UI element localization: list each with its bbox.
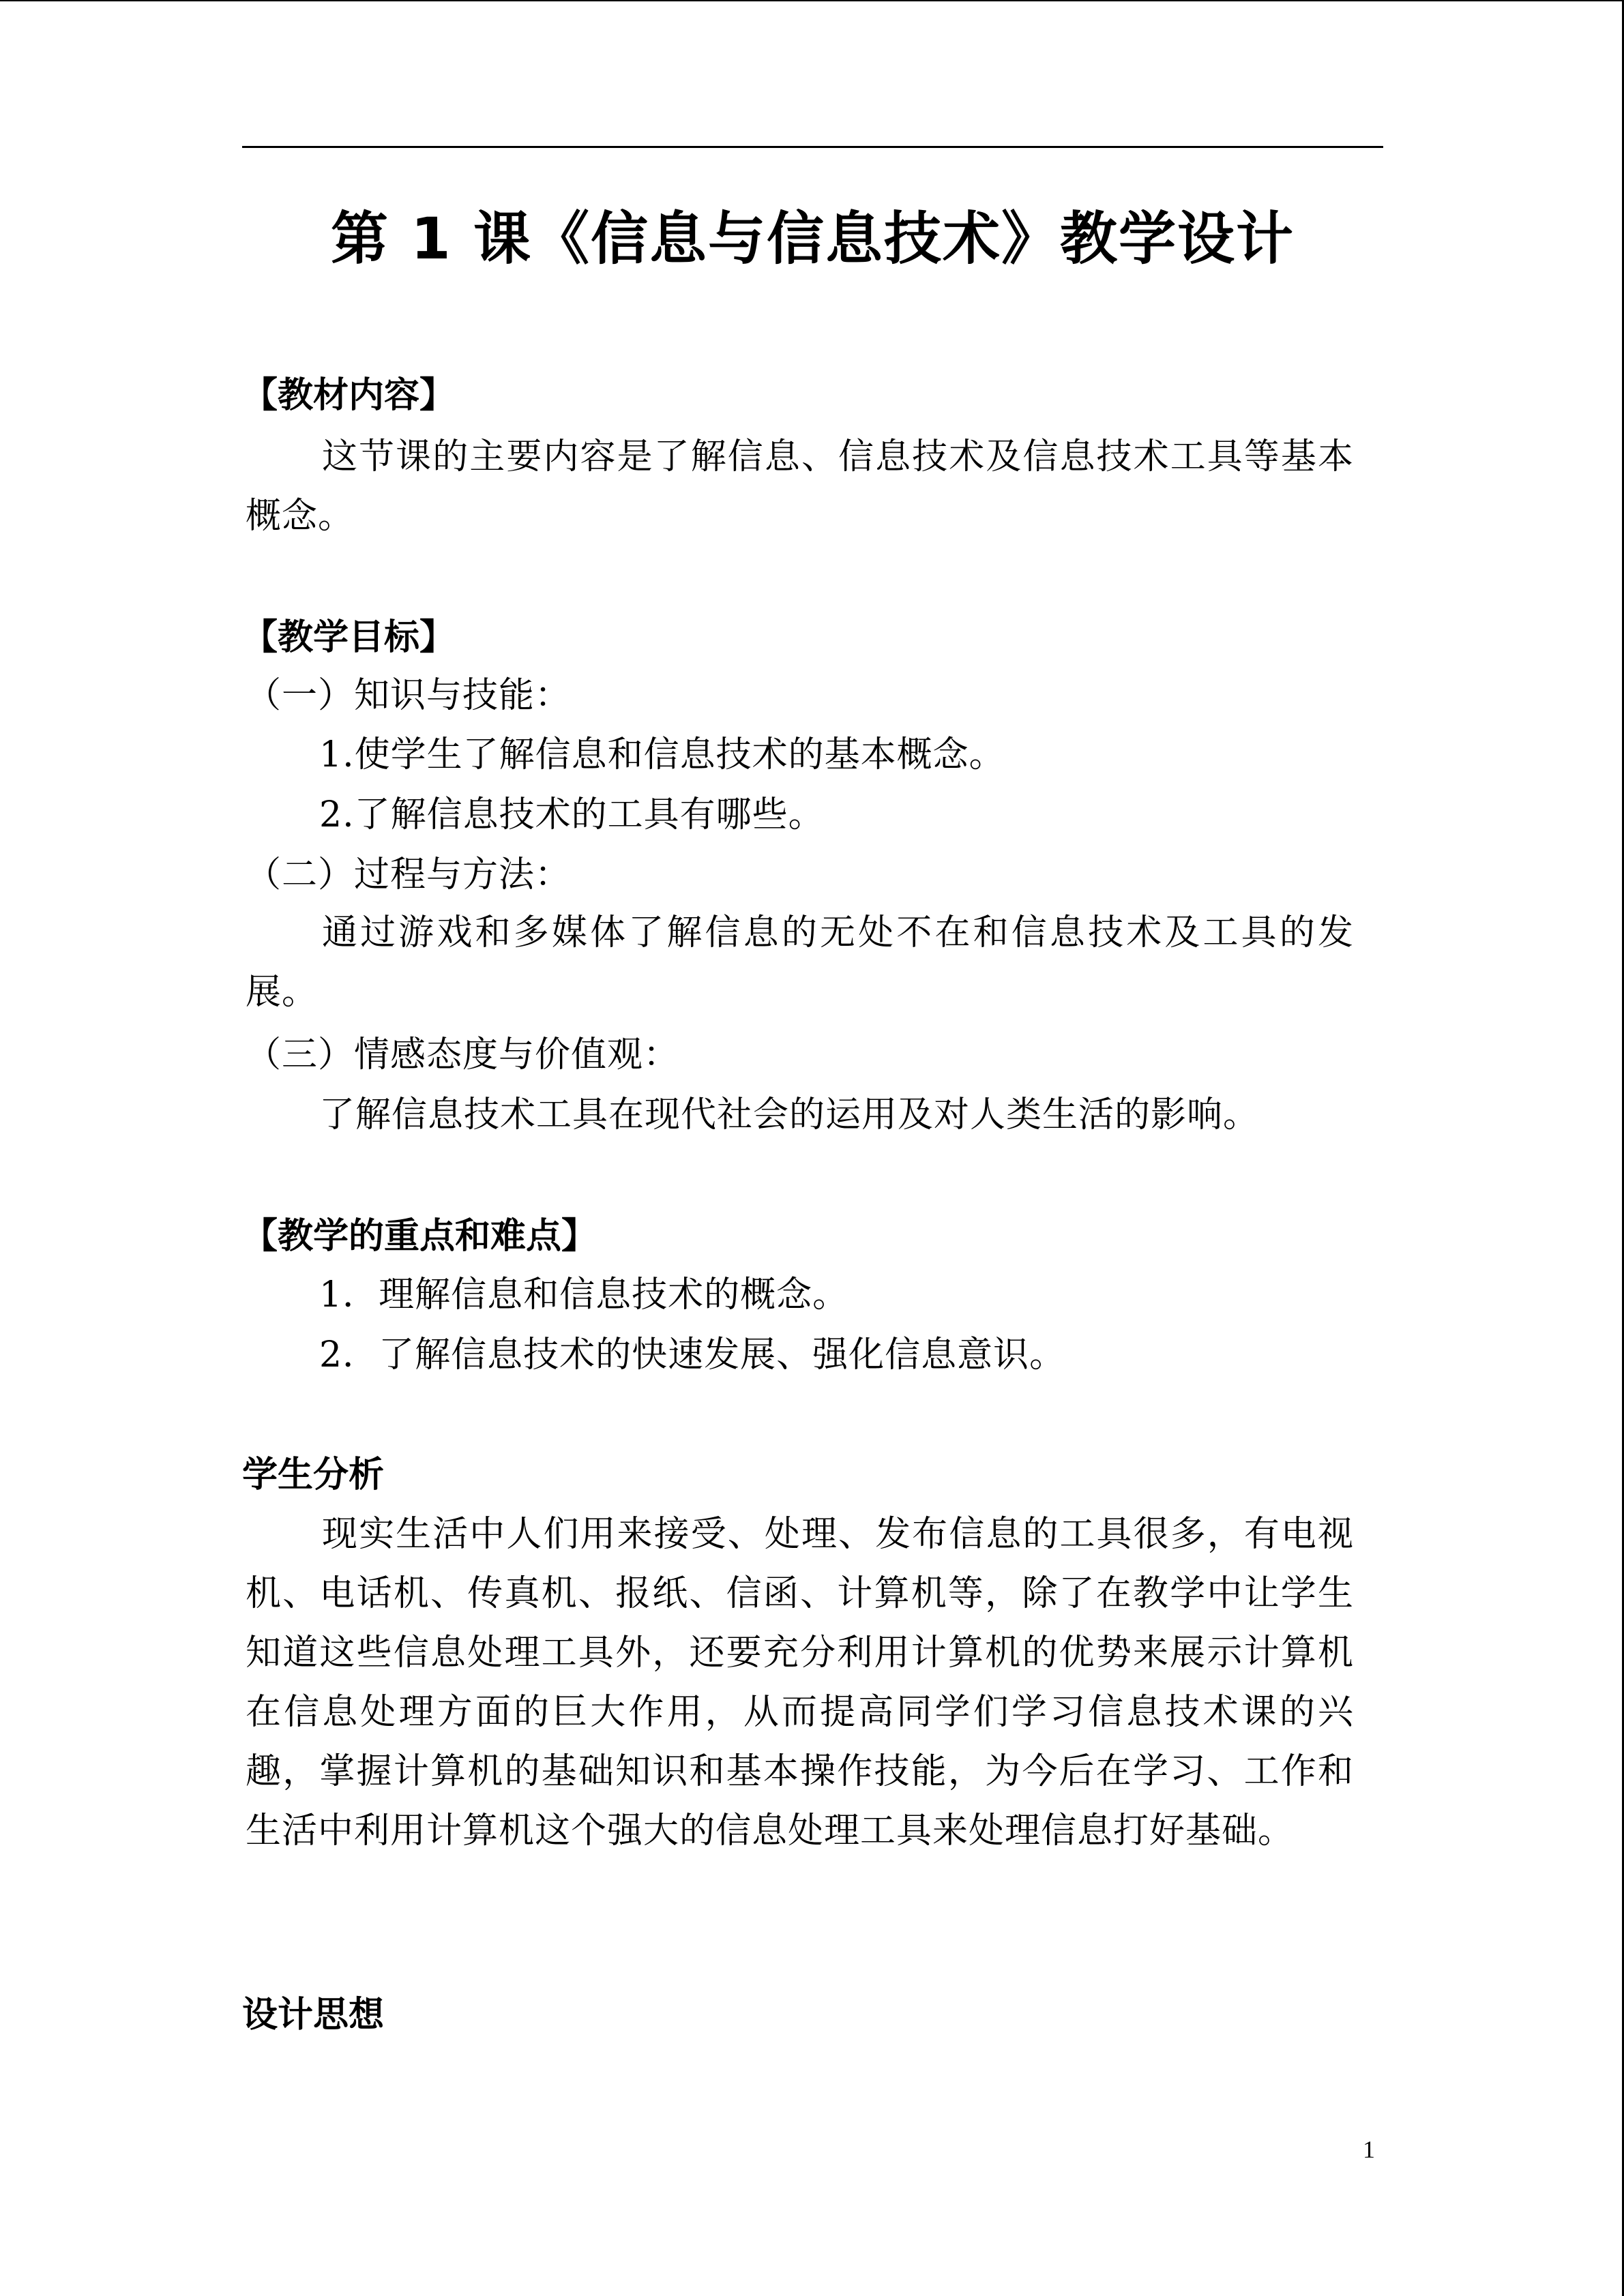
student-analysis-paragraph: 现实生活中人们用来接受、处理、发布信息的工具很多，有电视机、电话机、传真机、报纸、信函、计算机等，除了在教学中让学生知道这些信息处理工具外，还要充分利用计算机的优势来展示计算机在信息处理方面的巨大作用，从而提高同学们学习信息技术课的兴趣，掌握计算机的基础知识和基本操作技能，为今后在学习、工作和生活中利用计算机这个强大的信息处理工具来处理信息打好基础。 [246,1514,1354,1851]
header-rule [242,146,1383,148]
section-heading-key-points: 【教学的重点和难点】 [242,1216,597,1257]
key-point-item: 2．了解信息技术的快速发展、强化信息意识。 [319,1335,1066,1375]
process-paragraph: 通过游戏和多媒体了解信息的无处不在和信息技术及工具的发展。 [246,912,1354,1013]
document-title: 第 1 课《信息与信息技术》教学设计 [331,205,1295,272]
section-heading-materials: 【教材内容】 [242,375,456,416]
section-heading-student-analysis: 学生分析 [242,1455,385,1495]
section-heading-design-idea: 设计思想 [242,1995,385,2036]
process-title: （二）过程与方法： [246,854,572,895]
materials-paragraph: 这节课的主要内容是了解信息、信息技术及信息技术工具等基本概念。 [246,436,1354,537]
page-number: 1 [1363,2136,1375,2163]
knowledge-item: 1.使学生了解信息和信息技术的基本概念。 [319,734,1005,775]
knowledge-title: （一）知识与技能： [246,675,572,716]
knowledge-item: 2.了解信息技术的工具有哪些。 [319,794,825,835]
section-heading-objectives: 【教学目标】 [242,617,456,658]
key-point-item: 1．理解信息和信息技术的概念。 [319,1274,849,1315]
emotion-title: （三）情感态度与价值观： [246,1034,680,1075]
emotion-paragraph: 了解信息技术工具在现代社会的运用及对人类生活的影响。 [319,1094,1260,1135]
page-border-top [0,0,1624,1]
